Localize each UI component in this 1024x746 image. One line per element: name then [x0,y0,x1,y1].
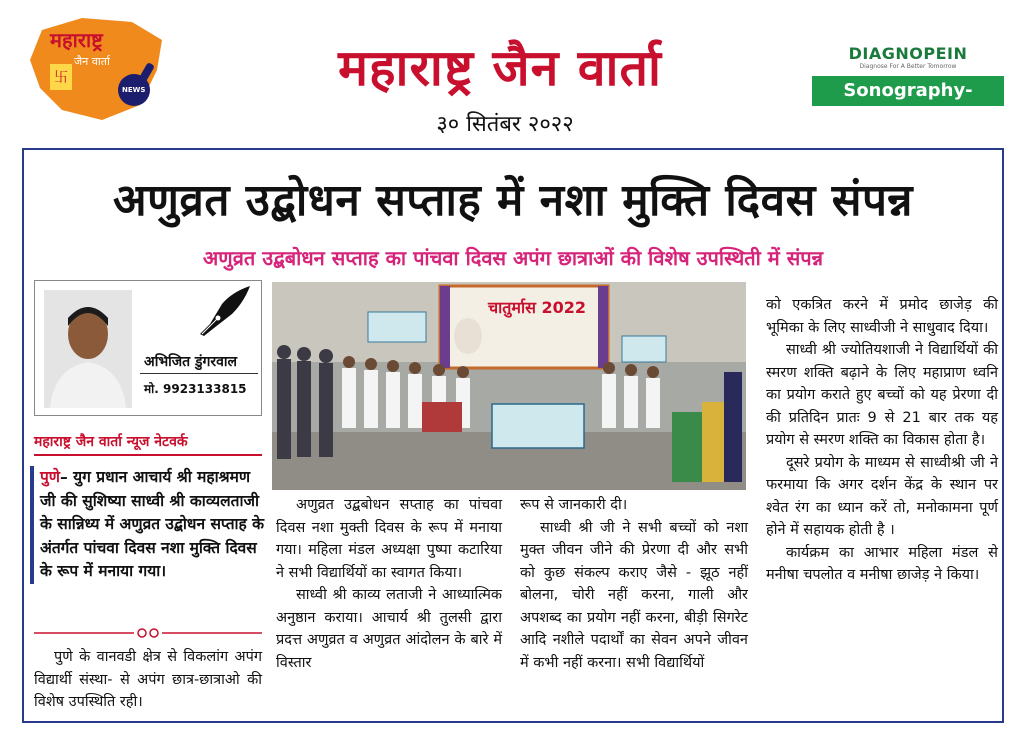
intro-city: पुणे [40,468,61,486]
logo-title: महाराष्ट्र [50,28,103,52]
column-4 [766,294,998,587]
author-photo [44,290,132,408]
paragraph-7: साध्वी श्री ज्योतियशाजी ने विद्यार्थियों की स्मरण शक्ति बढ़ाने के लिए महाप्राण ध्वनि का प्रयोग कराते हुए बच्चों को यह प्रेरणा दी की प्रतिदिन प्रातः 9 से 21 बार तक यह प्रयोग से स्मरण शक्ति का विकास होता है। [766,342,998,448]
ad-tagline: Diagnose For A Better Tomorrow [859,63,957,70]
newspaper-logo [22,10,172,125]
paragraph-4: रूप से जानकारी दी। [520,497,628,513]
advertisement[interactable] [812,44,1004,131]
author-divider [140,373,258,374]
paragraph-9: कार्यक्रम का आभार महिला मंडल से मनीषा चपलोत व मनीषा छाजेड़ ने किया। [766,544,998,583]
banner-title: चातुर्मास 2022 [487,298,587,317]
headline: अणुव्रत उद्बोधन सप्ताह में नशा मुक्ति दिवस संपन्न [112,175,914,226]
author-name: अभिजित डुंगरवाल [144,354,238,370]
subheadline: अणुव्रत उद्बबोधन सप्ताह का पांचवा दिवस अपंग छात्राओं की विशेष उपस्थिती में संपन्न [202,246,823,270]
paragraph-5: साध्वी श्री जी ने सभी बच्चों को नशा मुक्त जीवन जीने की प्रेरणा दी और सभी को कुछ संकल्प कराए जैसे - झूठ नहीं बोलना, चोरी नहीं करना, गाली और अपशब्द का प्रयोग नहीं करना, बीड़ी सिगरेट आदि नशीले पदार्थों का सेवन अपने जीवन में कभी नहीं करना। सभी विद्यार्थियों [520,519,748,671]
news-network: महाराष्ट्र जैन वार्ता न्यूज नेटवर्क [34,434,188,450]
column-2 [276,494,502,674]
logo-badge: NEWS [122,86,146,94]
paragraph-1: पुणे के वानवडी क्षेत्र से विकलांग अपंग विद्यार्थी संस्था- से अपंग छात्र-छात्राओ की विशेष उपस्थिति रही। [34,649,262,710]
paragraph-8: दूसरे प्रयोग के माध्यम से साध्वीश्री जी ने फरमाया कि अगर दर्शन केंद्र के स्थान पर श्वेत रंग का ध्यान करें तो, मनोकामना पूर्ण होने में सहायक होती है । [766,454,998,538]
paragraph-3: साध्वी श्री काव्य लताजी ने आध्यात्मिक अनुष्ठान कराया। आचार्य श्री तुलसी द्वारा प्रदत्त अणुव्रत व अणुव्रत आंदोलन के बारे में विस्तार [276,587,502,671]
dateline: ३० सितंबर २०२२ [436,112,574,137]
author-phone: मो. 9923133815 [144,382,247,396]
intro-paragraph [30,466,266,584]
masthead-title: महाराष्ट्र जैन वार्ता [338,38,662,97]
intro-text: – युग प्रधान आचार्य श्री महाश्रमण जी की सुशिष्या साध्वी श्री काव्यलताजी के सान्निध्य में अणुव्रत उद्बोधन सप्ताह के अंतर्गत पांचवा दिवस नशा मुक्ति दिवस के रूप में मनाया गया। [40,468,265,580]
ad-offer: Sonography- ₹500/- [812,76,1004,106]
column-3 [520,494,748,674]
paragraph-6: को एकत्रित करने में प्रमोद छाजेड़ की भूमिका के लिए साध्वीजी ने साधुवाद दिया। [766,297,998,336]
pen-nib-icon [192,282,256,338]
event-photo [272,282,746,490]
svg-text:卐: 卐 [54,70,68,86]
logo-subtitle: जैन वार्ता [74,55,110,68]
ad-brand: DIAGNOPEIN [848,44,968,63]
network-divider [34,454,262,456]
paragraph-2: अणुव्रत उद्बबोधन सप्ताह का पांचवा दिवस नशा मुक्ती दिवस के रूप में मनाया गया। महिला मंडल अध्यक्षा पुष्पा कटारिया ने सभी विद्यार्थियों का स्वागत किया। [276,497,502,581]
ornament-divider [34,624,262,636]
